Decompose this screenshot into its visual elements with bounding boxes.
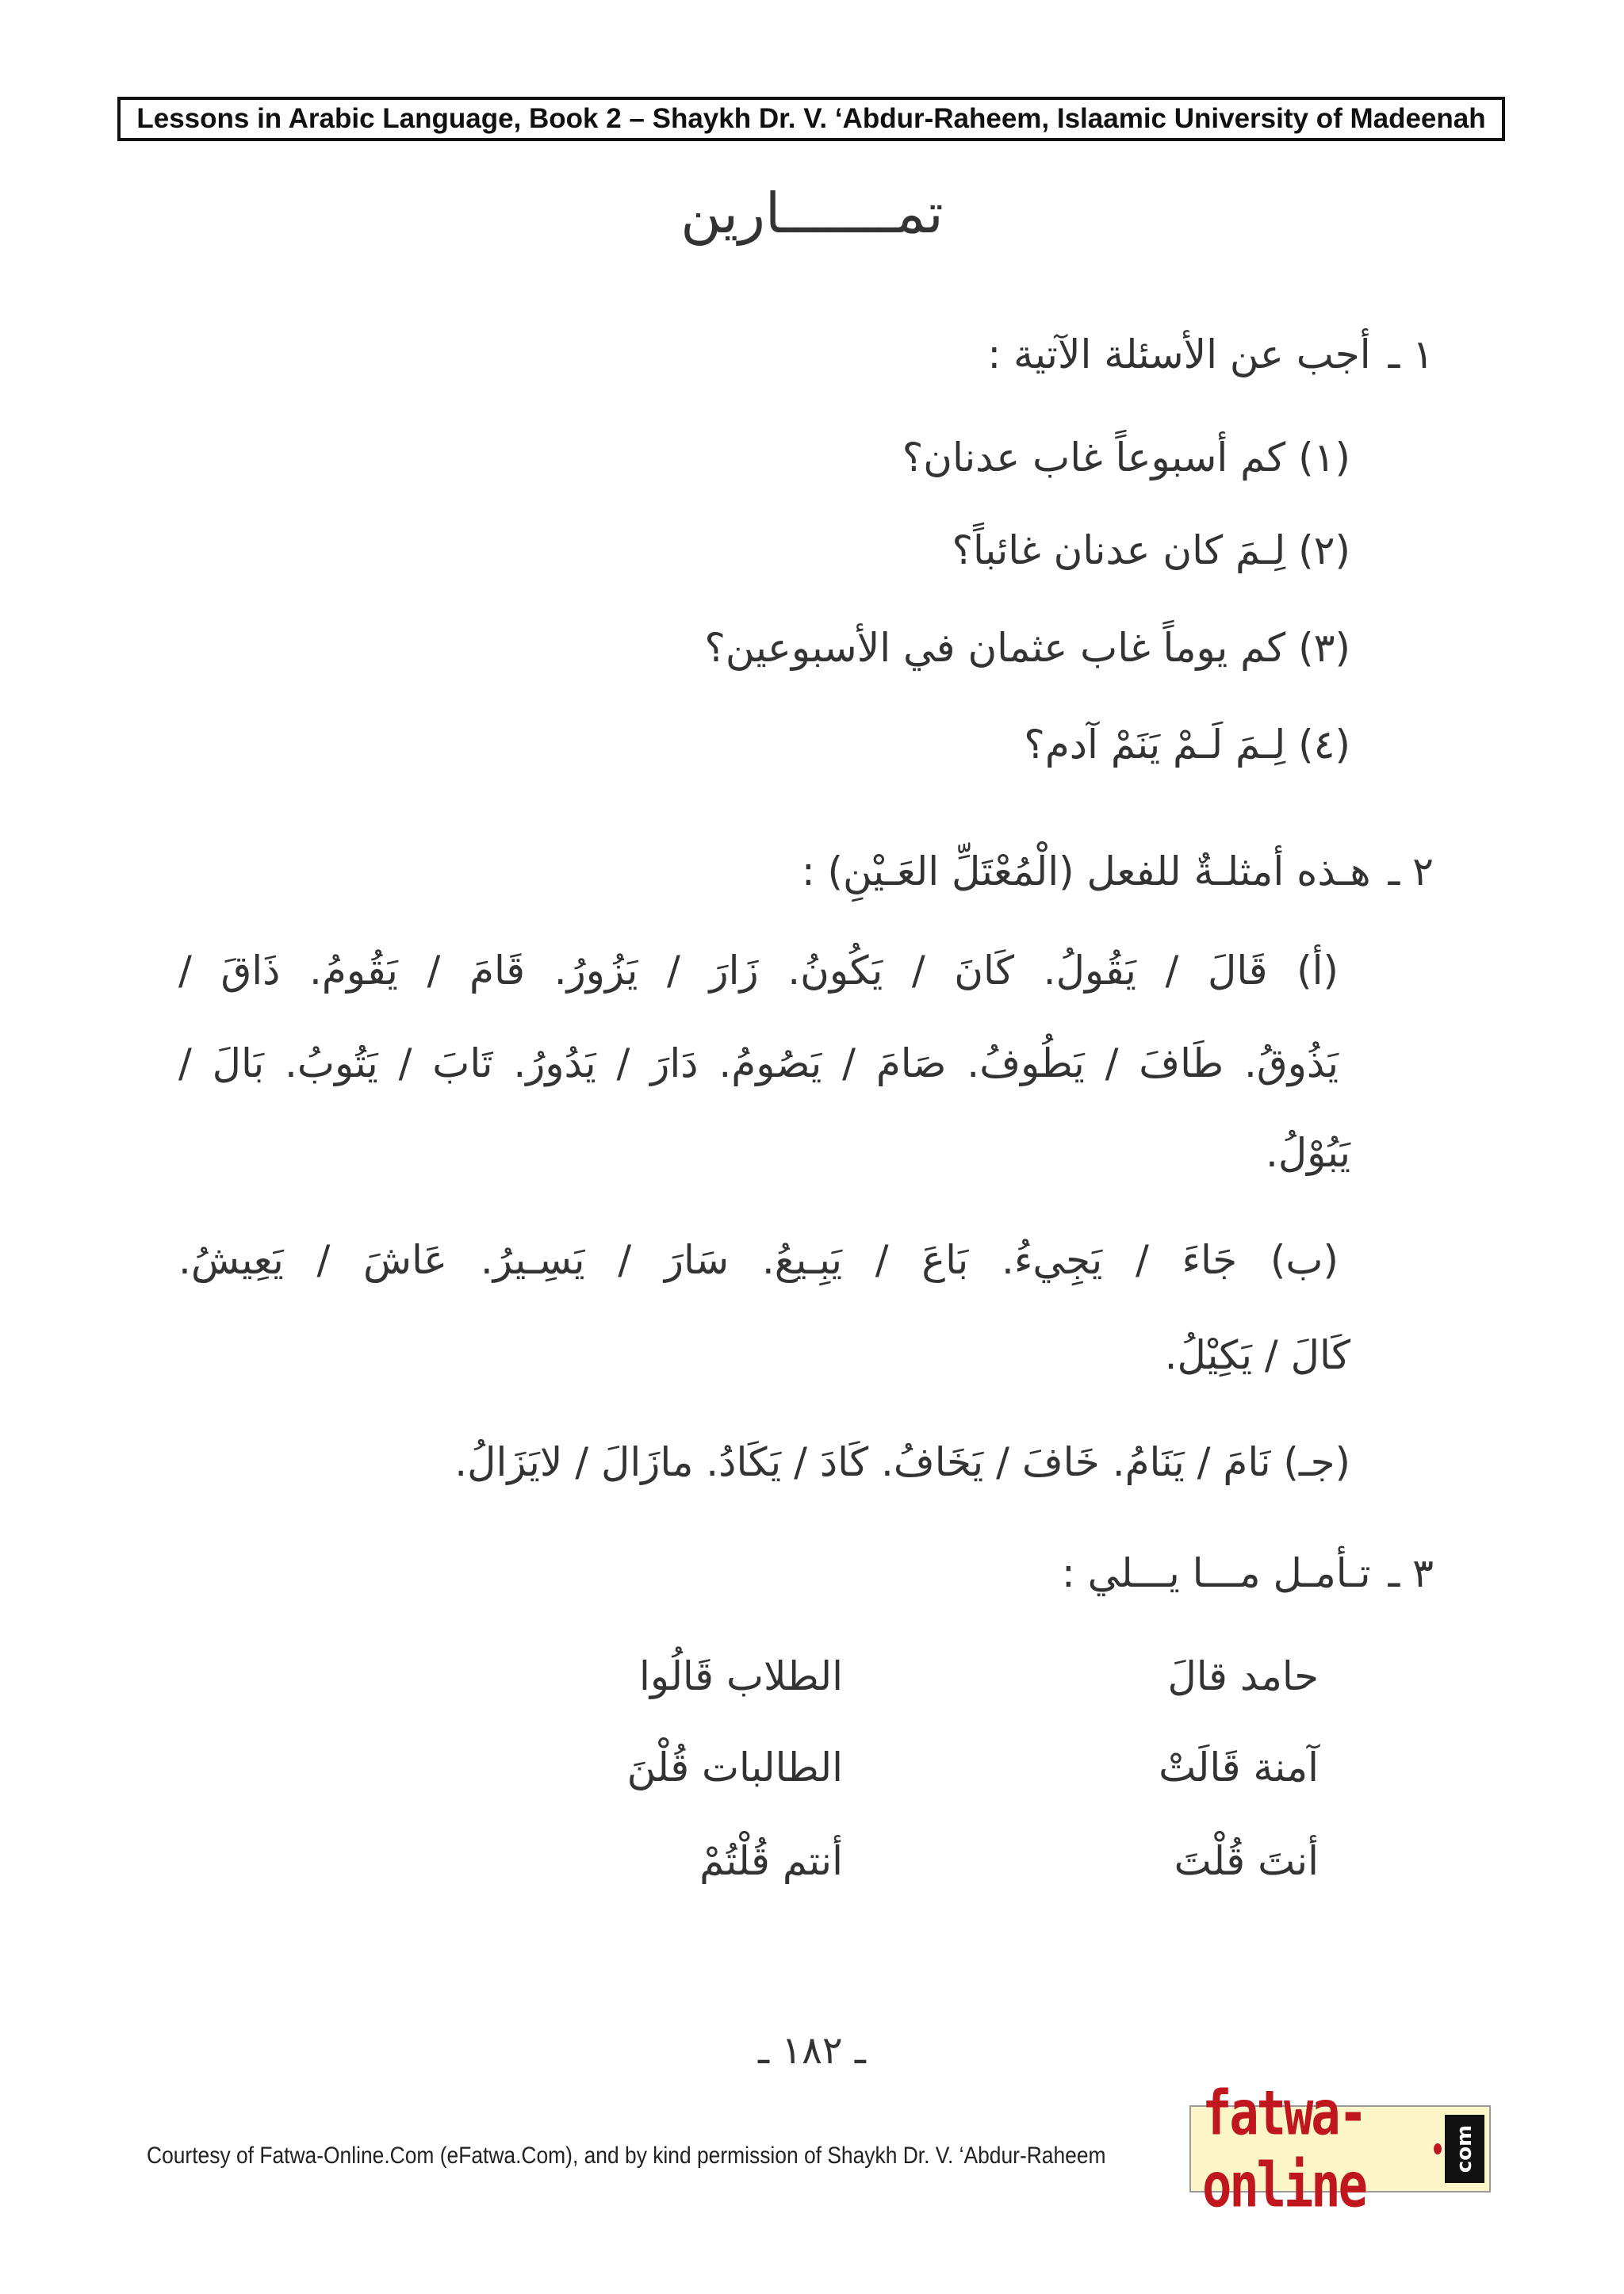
exercise-3-heading-text: تـأمـل مـــا يـــلي : — [1061, 1550, 1371, 1596]
exercise-1-heading — [987, 331, 1434, 377]
exercise-3-number: ٣ ـ — [1388, 1550, 1434, 1596]
page-number: ـ ١٨٢ ـ — [758, 2028, 866, 2073]
logo-text: fatwa-online — [1202, 2076, 1365, 2222]
table-row-1-left: الطلاب قَالُوا — [638, 1653, 843, 1699]
logo-com-badge — [1445, 2115, 1484, 2183]
question-3: (٣) كم يوماً غاب عثمان في الأسبوعين؟ — [704, 625, 1350, 671]
exercise-2-heading-text: هـذه أمثلـةٌ للفعل (الْمُعْتَلِّ العَـيْنِ) : — [801, 848, 1371, 894]
question-4: (٤) لِـمَ لَـمْ يَنَمْ آدم؟ — [1024, 722, 1350, 768]
question-1: (١) كم أسبوعاً غاب عدنان؟ — [902, 435, 1350, 481]
example-line-c: (جـ) نَامَ / يَنَامُ. خَافَ / يَخَافُ. كَادَ / يَكَادُ. مازَالَ / لايَزَالُ. — [454, 1439, 1350, 1485]
example-line-a1: (أ) قَالَ / يَقُولُ. كَانَ / يَكُونُ. زَارَ / يَزُورُ. قَامَ / يَقُومُ. ذَاقَ / — [178, 948, 1339, 994]
table-row-2-right: آمنة قَالَتْ — [1159, 1744, 1319, 1790]
exercise-2-number: ٢ ـ — [1388, 848, 1434, 894]
book-header: Lessons in Arabic Language, Book 2 – Shaykh Dr. V. ‘Abdur-Raheem, Islaamic University of Madeenah — [117, 97, 1505, 141]
example-line-b2: كَالَ / يَكِيْلُ. — [1164, 1332, 1350, 1378]
exercise-3-heading — [1062, 1550, 1434, 1596]
example-line-b1: (ب) جَاءَ / يَجِيءُ. بَاعَ / يَبِـيعُ. سَارَ / يَسِـيرُ. عَاشَ / يَعِيشُ. — [178, 1237, 1339, 1283]
footer-credit: Courtesy of Fatwa-Online.Com (eFatwa.Com), and by kind permission of Shaykh Dr. V. ‘Abdur-Raheem — [147, 2143, 1106, 2169]
logo-dot-icon — [1434, 2143, 1442, 2154]
table-row-1-right: حامد قالَ — [1167, 1653, 1319, 1699]
fatwa-online-logo — [1189, 2076, 1491, 2222]
table-row-3-left: أنتم قُلْتُمْ — [699, 1838, 843, 1884]
exercise-2-heading — [802, 848, 1434, 894]
example-line-a3: يَبُوْلُ. — [1265, 1130, 1350, 1176]
logo-suffix: com — [1453, 2124, 1477, 2173]
table-row-2-left: الطالبات قُلْنَ — [626, 1744, 843, 1790]
page-title: تمـــــــارين — [680, 181, 944, 246]
exercise-1-number: ١ ـ — [1388, 331, 1434, 377]
exercise-1-heading-text: أجب عن الأسئلة الآتية : — [987, 331, 1371, 377]
table-row-3-right: أنتَ قُلْتَ — [1174, 1838, 1319, 1884]
question-2: (٢) لِـمَ كان عدنان غائباً؟ — [952, 527, 1350, 573]
example-line-a2: يَذُوقُ. طَافَ / يَطُوفُ. صَامَ / يَصُومُ. دَارَ / يَدُورُ. تَابَ / يَتُوبُ. بَالَ / — [178, 1040, 1339, 1086]
